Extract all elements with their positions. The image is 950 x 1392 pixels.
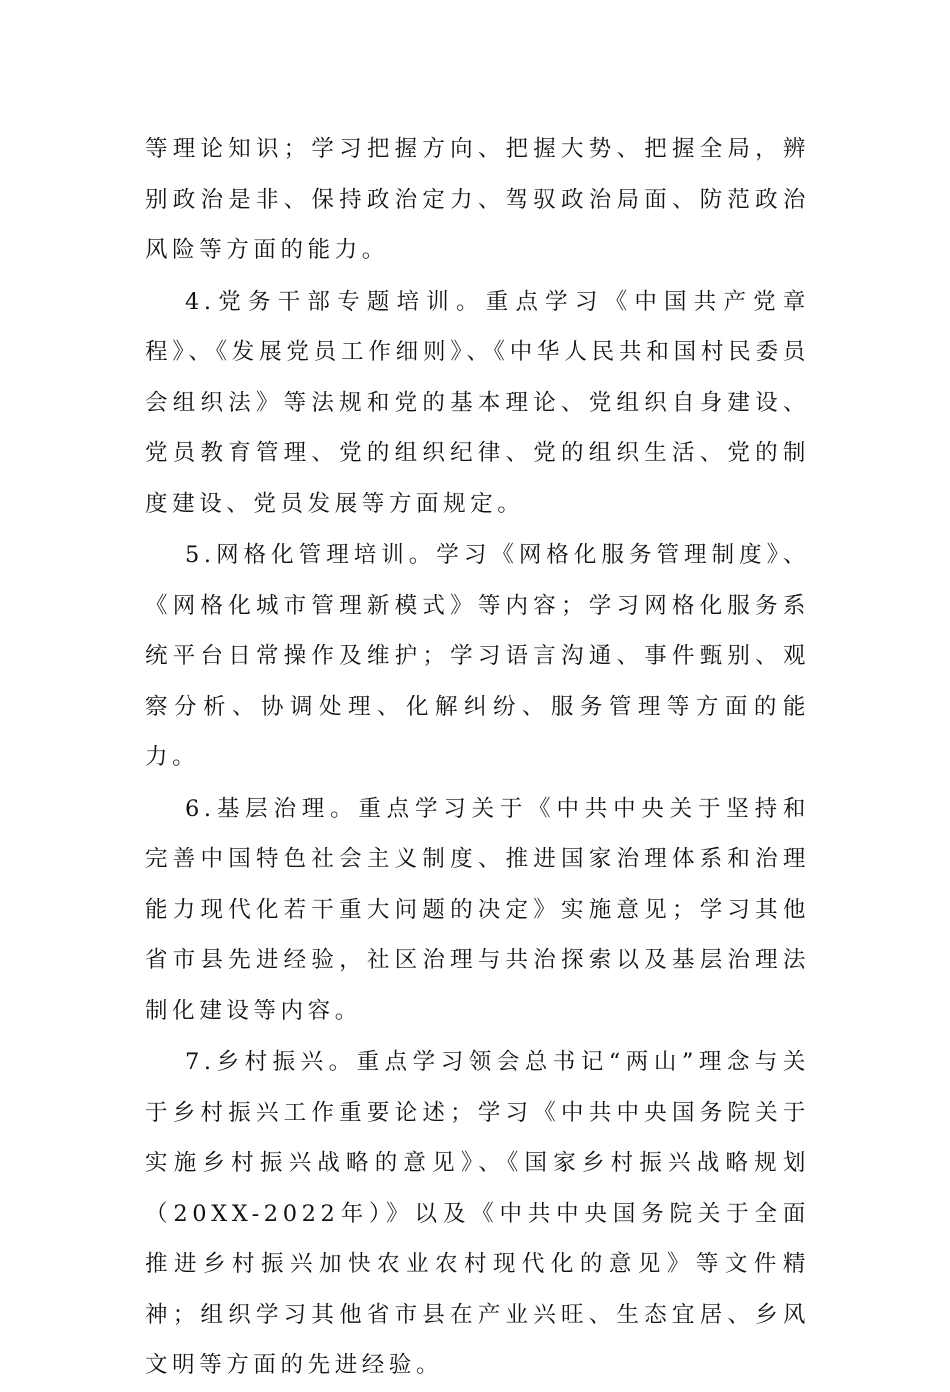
paragraph-grid-management-training: 5.网格化管理培训。学习《网格化服务管理制度》、《网格化城市管理新模式》等内容；学习网格化服务系统平台日常操作及维护；学习语言沟通、事件甄别、观察分析、协调处理、化解纠纷、服务管理等方面的能力。 bbox=[145, 542, 810, 770]
paragraph-party-cadre-training: 4.党务干部专题培训。重点学习《中国共产党章程》、《发展党员工作细则》、《中华人民共和国村民委员会组织法》等法规和党的基本理论、党组织自身建设、党员教育管理、党的组织纪律、党的组织生活、党的制度建设、党员发展等方面规定。 bbox=[145, 288, 810, 517]
document-body bbox=[145, 124, 810, 1392]
paragraph-continuation: 等理论知识；学习把握方向、把握大势、把握全局，辨别政治是非、保持政治定力、驾驭政治局面、防范政治风险等方面的能力。 bbox=[145, 136, 810, 263]
paragraph-grassroots-governance: 6.基层治理。重点学习关于《中共中央关于坚持和完善中国特色社会主义制度、推进国家治理体系和治理能力现代化若干重大问题的决定》实施意见；学习其他省市县先进经验，社区治理与共治探索以及基层治理法制化建设等内容。 bbox=[145, 795, 810, 1024]
paragraph-rural-revitalization: 7.乡村振兴。重点学习领会总书记“两山”理念与关于乡村振兴工作重要论述；学习《中共中央国务院关于实施乡村振兴战略的意见》、《国家乡村振兴战略规划（20XX-2022年）》以及《中共中央国务院关于全面推进乡村振兴加快农业农村现代化的意见》等文件精神；组织学习其他省市县在产业兴旺、生态宜居、乡风文明等方面的先进经验。 bbox=[145, 1049, 810, 1378]
